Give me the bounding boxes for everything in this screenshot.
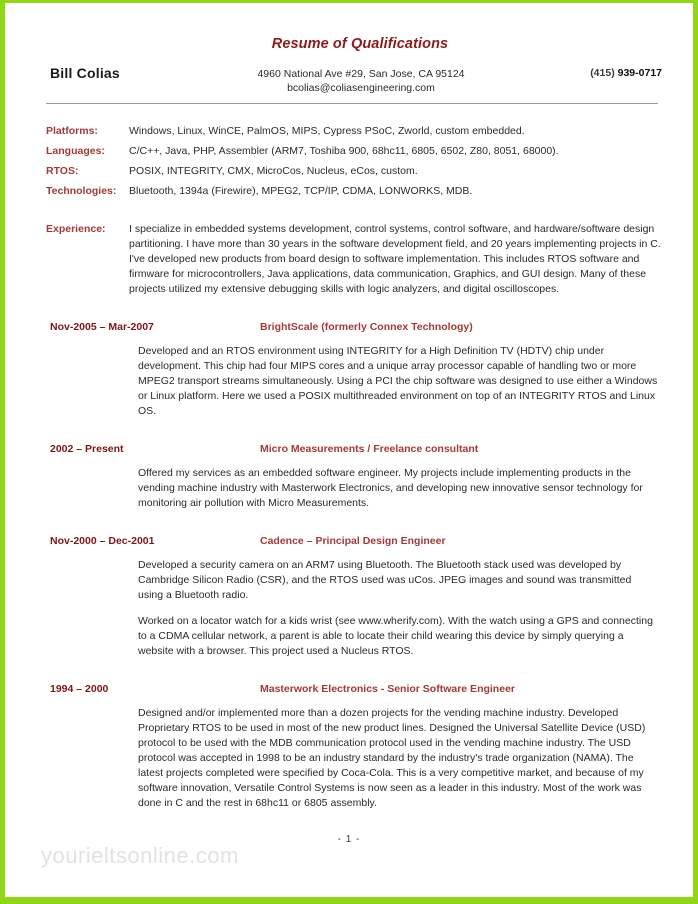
page-number: - 1 - [337, 834, 361, 845]
skill-value-platforms: Windows, Linux, WinCE, PalmOS, MIPS, Cypress PSoC, Zworld, custom embedded. [129, 125, 525, 137]
job-dates: Nov-2000 – Dec-2001 [50, 535, 155, 547]
job-body [46, 706, 662, 811]
skill-value-languages: C/C++, Java, PHP, Assembler (ARM7, Toshiba 900, 68hc11, 6805, 6502, Z80, 8051, 68000). [129, 145, 559, 157]
job-title: Micro Measurements / Freelance consultant [260, 443, 479, 455]
skill-label-rtos: RTOS: [46, 165, 79, 177]
job-header [46, 443, 662, 459]
contact-email[interactable]: bcolias@coliasengineering.com [287, 82, 435, 94]
phone-area-code: (415) [590, 67, 615, 79]
job-dates: 2002 – Present [50, 443, 124, 455]
job-title: BrightScale (formerly Connex Technology) [260, 321, 473, 333]
skill-value-technologies: Bluetooth, 1394a (Firewire), MPEG2, TCP/IP, CDMA, LONWORKS, MDB. [129, 185, 473, 197]
job-body [46, 558, 662, 659]
skills-section [46, 125, 662, 197]
job-title: Masterwork Electronics - Senior Software Engineer [260, 683, 515, 695]
skill-label-languages: Languages: [46, 145, 105, 157]
job-body [46, 466, 662, 511]
experience-label: Experience: [46, 223, 106, 235]
skill-row [46, 185, 662, 197]
job-entry-masterwork [46, 683, 662, 811]
resume-header [46, 65, 662, 99]
job-paragraph: Designed and/or implemented more than a dozen projects for the vending machine industry. Developed Proprietary RTOS to be used in most of the new product lines. Designed the Universal Satellite Device (USD) protocol to be used with the MDB communication protocol used in the vending machine industry. The USD protocol was accepted in 1998 to be an industry standard by the industry's trade organization (NAMA). The latest projects completed were specified by Coca-Cola. This is a very competitive market, and because of my software innovation, Versatile Control Systems is now seen as a leader in this industry. Most of the work was done in C and the rest in 68hc11 or 6805 assembly. [138, 707, 646, 809]
job-entry-cadence [46, 535, 662, 659]
job-title: Cadence – Principal Design Engineer [260, 535, 446, 547]
job-entry-micro-measurements [46, 443, 662, 511]
skill-row [46, 145, 662, 157]
page-title: Resume of Qualifications [271, 36, 449, 52]
document-content [46, 36, 662, 811]
contact-block [196, 67, 526, 95]
phone-number: 939-0717 [617, 67, 662, 79]
header-divider [46, 103, 658, 104]
job-paragraph: Developed and an RTOS environment using INTEGRITY for a High Definition TV (HDTV) chip under development. This chip had four MIPS cores and a unique array processor capable of handling two or more MPEG2 transport streams simultaneously. Using a PCI the chip software was designed to use either a Windows or Linux platform. Here we used a POSIX multithreaded environment on top of an INTEGRITY RTOS and Linux OS. [138, 345, 658, 417]
candidate-name: Bill Colias [50, 65, 120, 81]
page-sheet [5, 3, 693, 897]
job-header [46, 321, 662, 337]
skill-label-technologies: Technologies: [46, 185, 117, 197]
job-entry-brightscale [46, 321, 662, 419]
skill-row [46, 125, 662, 137]
job-body [46, 344, 662, 419]
job-dates: Nov-2005 – Mar-2007 [50, 321, 154, 333]
job-dates: 1994 – 2000 [50, 683, 109, 695]
job-header [46, 683, 662, 699]
contact-phone [590, 67, 662, 79]
contact-address: 4960 National Ave #29, San Jose, CA 95124 [257, 68, 465, 80]
skill-label-platforms: Platforms: [46, 125, 98, 137]
job-paragraph: Developed a security camera on an ARM7 using Bluetooth. The Bluetooth stack used was developed by Cambridge Silicon Radio (CSR), and the RTOS used was uCos. JPEG images and sound was transmitted using a Bluetooth radio. [138, 559, 632, 601]
skill-row [46, 165, 662, 177]
experience-text: I specialize in embedded systems development, control systems, control software, and hardware/software design partitioning. I have more than 30 years in the software development field, and 20 years implementing projects in C. I've developed new products from board design to software implementation. This includes RTOS software and firmware for microcontrollers, Java applications, data communication, Graphics, and GUI design. Many of these projects utilized my extensive debugging skills with logic analyzers, and digital oscilloscopes. [129, 223, 661, 295]
job-paragraph: Worked on a locator watch for a kids wrist (see www.wherify.com). With the watch using a GPS and connecting to a CDMA cellular network, a parent is able to locate their child wearing this device by simply querying a website with a browser. This project used a Nucleus RTOS. [138, 615, 653, 657]
job-header [46, 535, 662, 551]
experience-summary-section [46, 222, 662, 297]
skill-value-rtos: POSIX, INTEGRITY, CMX, MicroCos, Nucleus, eCos, custom. [129, 165, 418, 177]
job-paragraph: Offered my services as an embedded software engineer. My projects include implementing products in the vending machine industry with Masterwork Electronics, and developing new innovative sensor technology for monitoring air pollution with Micro Measurements. [138, 467, 643, 509]
watermark: yourieltsonline.com [41, 843, 239, 868]
